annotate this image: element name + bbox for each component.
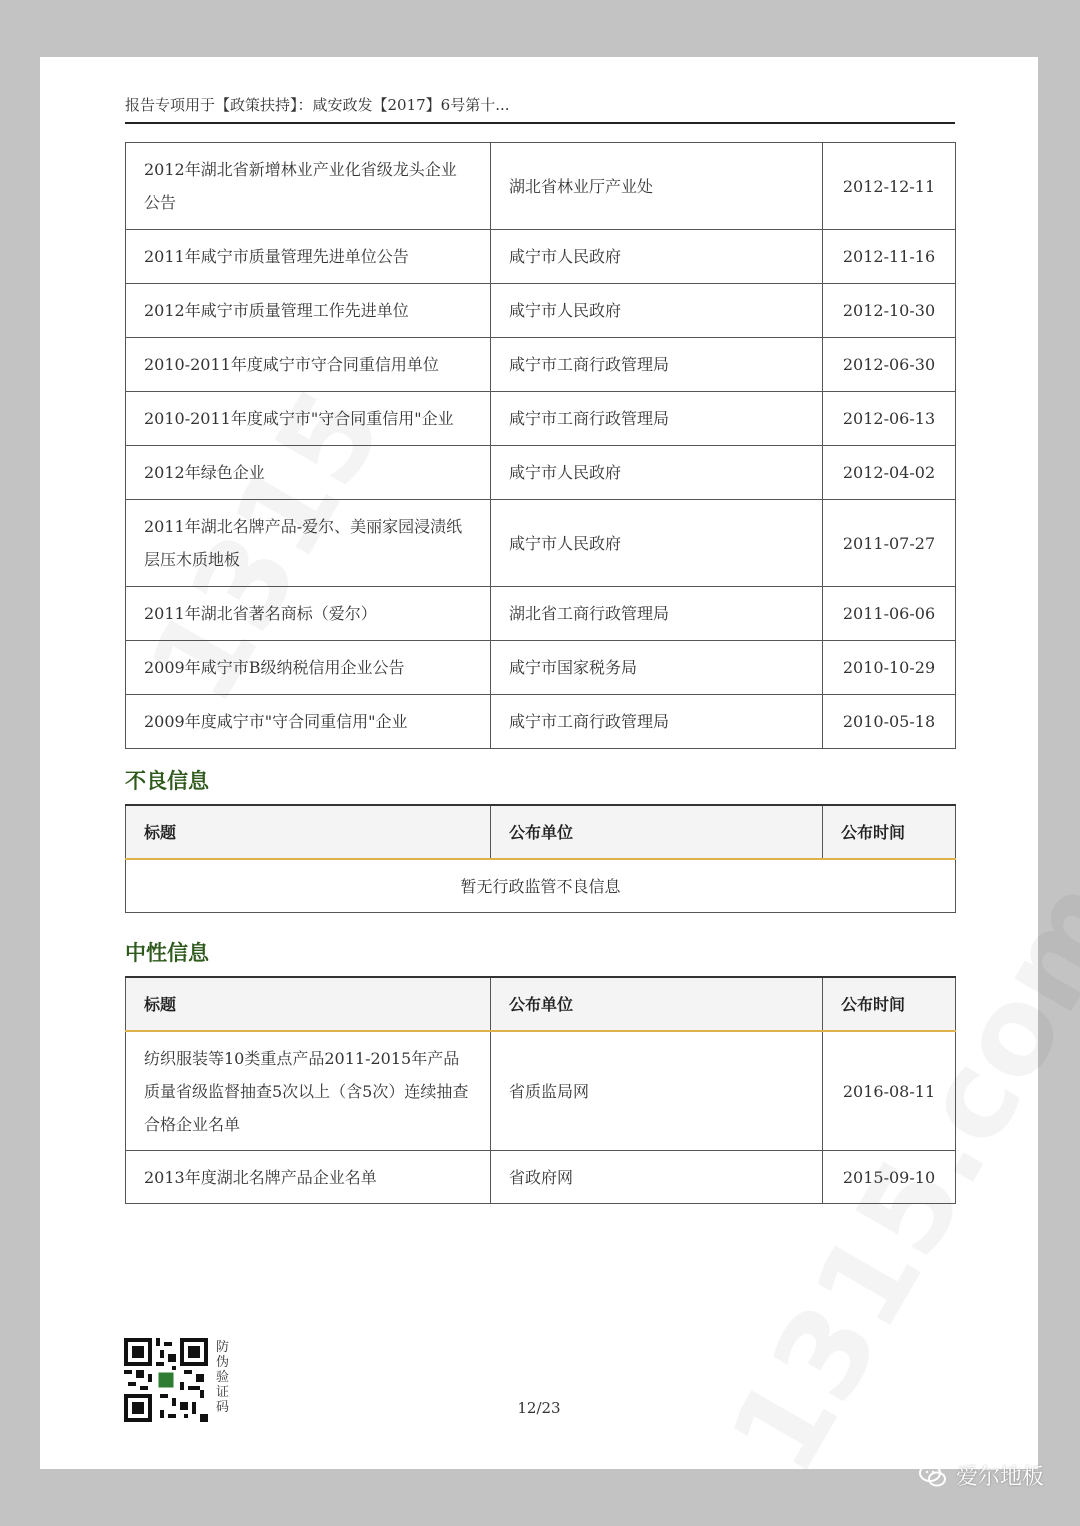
neutral-unit: 省质监局网 <box>491 1031 823 1151</box>
document-page <box>40 57 1038 1469</box>
table-row <box>126 859 956 913</box>
table-row <box>126 641 956 695</box>
table-row <box>126 587 956 641</box>
honor-title: 2010-2011年度咸宁市"守合同重信用"企业 <box>126 392 491 446</box>
honor-date: 2012-10-30 <box>823 284 956 338</box>
brand-watermark <box>918 1460 1044 1491</box>
honor-title: 2011年湖北名牌产品-爱尔、美丽家园浸渍纸层压木质地板 <box>126 500 491 587</box>
table-row <box>126 500 956 587</box>
bad-info-table <box>125 804 956 913</box>
neutral-title: 纺织服装等10类重点产品2011-2015年产品质量省级监督抽查5次以上（含5次）连续抽查合格企业名单 <box>126 1031 491 1151</box>
honor-unit: 咸宁市人民政府 <box>491 284 823 338</box>
honor-title: 2009年度咸宁市"守合同重信用"企业 <box>126 695 491 749</box>
table-row <box>126 143 956 230</box>
honor-unit: 咸宁市工商行政管理局 <box>491 392 823 446</box>
column-header-date: 公布时间 <box>823 805 956 859</box>
table-row <box>126 338 956 392</box>
honor-date: 2012-06-13 <box>823 392 956 446</box>
table-row <box>126 230 956 284</box>
anti-counterfeit-label: 防伪验证码 <box>216 1340 230 1415</box>
honor-date: 2012-11-16 <box>823 230 956 284</box>
honor-unit: 咸宁市人民政府 <box>491 230 823 284</box>
honor-unit: 咸宁市国家税务局 <box>491 641 823 695</box>
column-header-unit: 公布单位 <box>491 977 823 1031</box>
brand-name: 爱尔地板 <box>955 1465 1044 1490</box>
wechat-icon <box>918 1461 948 1491</box>
table-row <box>126 446 956 500</box>
neutral-date: 2015-09-10 <box>823 1151 956 1204</box>
honor-unit: 咸宁市工商行政管理局 <box>491 338 823 392</box>
neutral-info-heading: 中性信息 <box>125 941 209 965</box>
honor-unit: 咸宁市工商行政管理局 <box>491 695 823 749</box>
table-row <box>126 284 956 338</box>
honor-title: 2012年咸宁市质量管理工作先进单位 <box>126 284 491 338</box>
table-row <box>126 695 956 749</box>
honor-date: 2010-05-18 <box>823 695 956 749</box>
report-header: 报告专项用于【政策扶持】：咸安政发【2017】6号第十... <box>125 95 955 124</box>
honor-date: 2011-07-27 <box>823 500 956 587</box>
table-row <box>126 1031 956 1151</box>
table-header-row <box>126 805 956 859</box>
column-header-date: 公布时间 <box>823 977 956 1031</box>
table-row <box>126 392 956 446</box>
honor-title: 2011年湖北省著名商标（爱尔） <box>126 587 491 641</box>
column-header-title: 标题 <box>126 977 491 1031</box>
table-row <box>126 1151 956 1204</box>
neutral-date: 2016-08-11 <box>823 1031 956 1151</box>
bad-info-heading: 不良信息 <box>125 769 209 793</box>
honors-table <box>125 142 956 749</box>
honor-title: 2009年咸宁市B级纳税信用企业公告 <box>126 641 491 695</box>
honor-date: 2012-06-30 <box>823 338 956 392</box>
honor-title: 2010-2011年度咸宁市守合同重信用单位 <box>126 338 491 392</box>
honor-date: 2012-12-11 <box>823 143 956 230</box>
honor-unit: 咸宁市人民政府 <box>491 446 823 500</box>
honor-title: 2012年湖北省新增林业产业化省级龙头企业公告 <box>126 143 491 230</box>
honor-unit: 湖北省林业厅产业处 <box>491 143 823 230</box>
honor-date: 2012-04-02 <box>823 446 956 500</box>
neutral-title: 2013年度湖北名牌产品企业名单 <box>126 1151 491 1204</box>
column-header-unit: 公布单位 <box>491 805 823 859</box>
honor-title: 2011年咸宁市质量管理先进单位公告 <box>126 230 491 284</box>
honor-unit: 湖北省工商行政管理局 <box>491 587 823 641</box>
honor-date: 2011-06-06 <box>823 587 956 641</box>
neutral-unit: 省政府网 <box>491 1151 823 1204</box>
honor-title: 2012年绿色企业 <box>126 446 491 500</box>
honor-unit: 咸宁市人民政府 <box>491 500 823 587</box>
table-header-row <box>126 977 956 1031</box>
page-number: 12/23 <box>517 1399 561 1417</box>
empty-state-text: 暂无行政监管不良信息 <box>126 859 956 913</box>
honor-date: 2010-10-29 <box>823 641 956 695</box>
column-header-title: 标题 <box>126 805 491 859</box>
neutral-info-table <box>125 976 956 1204</box>
